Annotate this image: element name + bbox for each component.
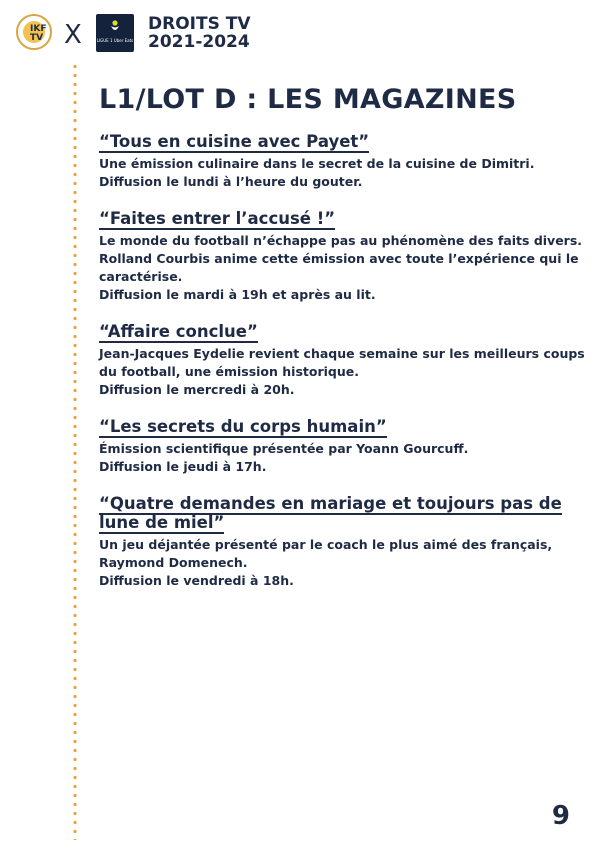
show-item [99, 322, 585, 399]
page-title: L1/LOT D : LES MAGAZINES [99, 84, 517, 115]
show-description: Émission scientifique présentée par Yoann Gourcuff. [99, 441, 469, 456]
show-description: Un jeu déjantée présenté par le coach le plus aimé des français, Raymond Domenech. [99, 537, 553, 570]
show-item [99, 417, 585, 476]
page-number: 9 [551, 801, 570, 831]
show-description: Jean-Jacques Eydelie revient chaque semaine sur les meilleurs coups du football, une émission historique. [99, 346, 585, 379]
show-schedule: Diffusion le lundi à l’heure du gouter. [99, 174, 363, 189]
show-schedule: Diffusion le mardi à 19h et après au lit. [99, 287, 376, 302]
show-item [99, 209, 585, 304]
show-description: Une émission culinaire dans le secret de la cuisine de Dimitri. [99, 156, 535, 171]
shows-list [99, 132, 585, 608]
dotted-divider [72, 62, 78, 840]
header [16, 14, 316, 58]
ligue1-ball-icon [109, 20, 121, 34]
show-item [99, 132, 585, 191]
ligue1-logo: LIGUE 1 Uber Eats [96, 14, 134, 52]
show-title: “Quatre demandes en mariage et toujours pas de lune de miel” [99, 494, 562, 532]
show-description: Le monde du football n’échappe pas au phénomène des faits divers. Rolland Courbis anime cette émission avec toute l’expérience qui le caractérise. [99, 233, 583, 284]
show-item [99, 494, 585, 590]
show-title: “Tous en cuisine avec Payet” [99, 132, 370, 151]
show-title: “Les secrets du corps humain” [99, 417, 387, 436]
show-schedule: Diffusion le jeudi à 17h. [99, 459, 267, 474]
ikf-tv-logo: IKF TV [16, 14, 52, 50]
separator-x: X [64, 20, 82, 50]
show-schedule: Diffusion le vendredi à 18h. [99, 573, 294, 588]
show-schedule: Diffusion le mercredi à 20h. [99, 382, 295, 397]
header-title: DROITS TV 2021-2024 [148, 14, 251, 52]
show-title: “Faites entrer l’accusé !” [99, 209, 336, 228]
show-title: “Affaire conclue” [99, 322, 258, 341]
